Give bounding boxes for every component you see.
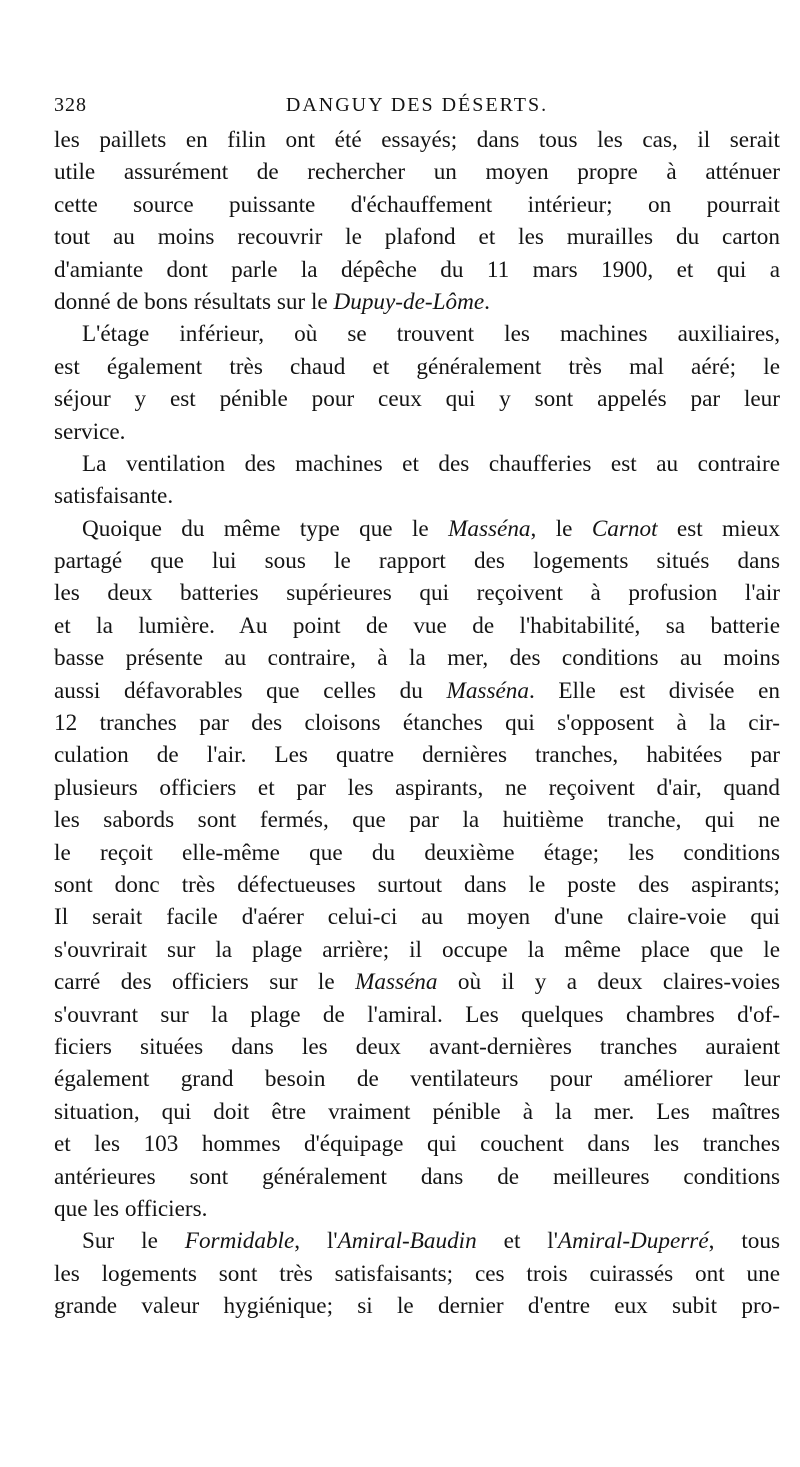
book-page [54,84,780,1322]
text-run: situation, qui doit être vraiment pénible à la mer. Les maîtres [54,1098,780,1125]
text-run: le reçoit elle-même que du deuxième étage; les conditions [54,839,780,866]
text-line [54,1258,780,1290]
text-run: antérieures sont généralement dans de meilleures conditions [54,1163,780,1190]
text-line [54,1161,780,1193]
ship-name: Formidable [184,1228,295,1255]
text-run: les logements sont très satisfaisants; ces trois cuirassés ont une [54,1260,780,1287]
text-line [54,966,780,998]
text-line [54,221,780,253]
text-line [54,1063,780,1095]
text-run: tout au moins recouvrir le plafond et les murailles du carton [54,224,780,251]
page-header [54,84,780,124]
text-line [54,1290,780,1322]
body-text [54,124,780,1322]
text-run: Quoique du même type que le [82,515,449,542]
text-run: L'étage inférieur, où se trouvent les machines auxiliaires, [82,321,780,348]
ship-name: Amiral-Duperré [557,1228,709,1255]
text-run: partagé que lui sous le rapport des logements situés dans [54,548,780,575]
text-run: s'ouvrirait sur la plage arrière; il occupe la même place que le [54,936,780,963]
text-line [54,156,780,188]
text-line [54,318,780,350]
running-title: DANGUY DES DÉSERTS. [285,94,549,116]
text-line [54,610,780,642]
text-line [54,869,780,901]
text-line [54,1096,780,1128]
ship-name: Masséna [355,969,438,996]
ship-name: Masséna [446,677,529,704]
text-line [54,999,780,1031]
text-line [54,577,780,609]
ship-name: Carnot [591,515,658,542]
text-run: sont donc très défectueuses surtout dans le poste des aspirants; [54,871,780,898]
text-line [54,124,780,156]
text-run: d'amiante dont parle la dépêche du 11 mars 1900, et qui a [54,256,780,283]
text-run: grande valeur hygiénique; si le dernier d'entre eux subit pro- [54,1293,780,1320]
text-line [54,416,780,448]
text-line [54,934,780,966]
text-line [54,739,780,771]
text-run: où il y a deux claires-voies [437,969,781,996]
text-run: est également très chaud et généralement très mal aéré; le [54,353,780,380]
text-run: Sur le [82,1228,185,1255]
text-line [54,1031,780,1063]
ship-name: Masséna [448,515,531,542]
text-run: les deux batteries supérieures qui reçoivent à profusion l'air [54,580,780,607]
text-line [54,448,780,480]
text-run: plusieurs officiers et par les aspirants, ne reçoivent d'air, quand [54,774,780,801]
text-line [54,351,780,383]
text-line [54,286,780,318]
text-run: satisfaisante. [54,483,174,510]
text-line [54,1193,780,1225]
text-run: et l' [476,1228,558,1255]
text-run: culation de l'air. Les quatre dernières tranches, habitées par [54,742,780,769]
text-run: utile assurément de rechercher un moyen propre à atténuer [54,159,780,186]
text-run: les paillets en filin ont été essayés; dans tous les cas, il serait [54,127,780,153]
text-run: , le [530,515,592,542]
page-number: 328 [54,94,87,116]
text-run: ficiers situées dans les deux avant-dernières tranches auraient [54,1033,780,1060]
text-line [54,675,780,707]
text-run: Il serait facile d'aérer celui-ci au moyen d'une claire-voie qui [54,904,780,931]
text-line [54,707,780,739]
text-line [54,545,780,577]
text-run: s'ouvrant sur la plage de l'amiral. Les quelques chambres d'of- [54,1001,780,1028]
text-line [54,804,780,836]
text-run: basse présente au contraire, à la mer, des conditions au moins [54,645,780,672]
text-run: cette source puissante d'échauffement intérieur; on pourrait [54,191,780,218]
text-line [54,383,780,415]
text-line [54,772,780,804]
ship-name: Dupuy-de-Lôme [333,288,485,315]
text-run: et la lumière. Au point de vue de l'habitabilité, sa batterie [54,612,780,639]
text-line [54,1225,780,1257]
text-run: , l' [294,1228,338,1255]
text-run: aussi défavorables que celles du [54,677,447,704]
text-run: est mieux [657,515,780,542]
text-line [54,189,780,221]
text-line [54,1128,780,1160]
text-run: donné de bons résultats sur le [54,288,334,315]
text-run: les sabords sont fermés, que par la huitième tranche, qui ne [54,807,780,834]
text-run: . [484,288,490,315]
text-run: et les 103 hommes d'équipage qui couchent dans les tranches [54,1131,780,1158]
text-run: 12 tranches par des cloisons étanches qui s'opposent à la cir- [54,710,780,737]
text-run: que les officiers. [54,1195,208,1222]
text-run: également grand besoin de ventilateurs pour améliorer leur [54,1066,780,1093]
text-run: La ventilation des machines et des chaufferies est au contraire [82,450,780,477]
text-line [54,513,780,545]
ship-name: Amiral-Baudin [337,1228,477,1255]
text-line [54,254,780,286]
text-run: service. [54,418,126,445]
text-run: . Elle est divisée en [528,677,780,704]
text-line [54,901,780,933]
text-run: , tous [708,1228,780,1255]
text-line [54,480,780,512]
text-run: carré des officiers sur le [54,969,356,996]
text-line [54,642,780,674]
text-run: séjour y est pénible pour ceux qui y sont appelés par leur [54,386,780,413]
text-line [54,837,780,869]
